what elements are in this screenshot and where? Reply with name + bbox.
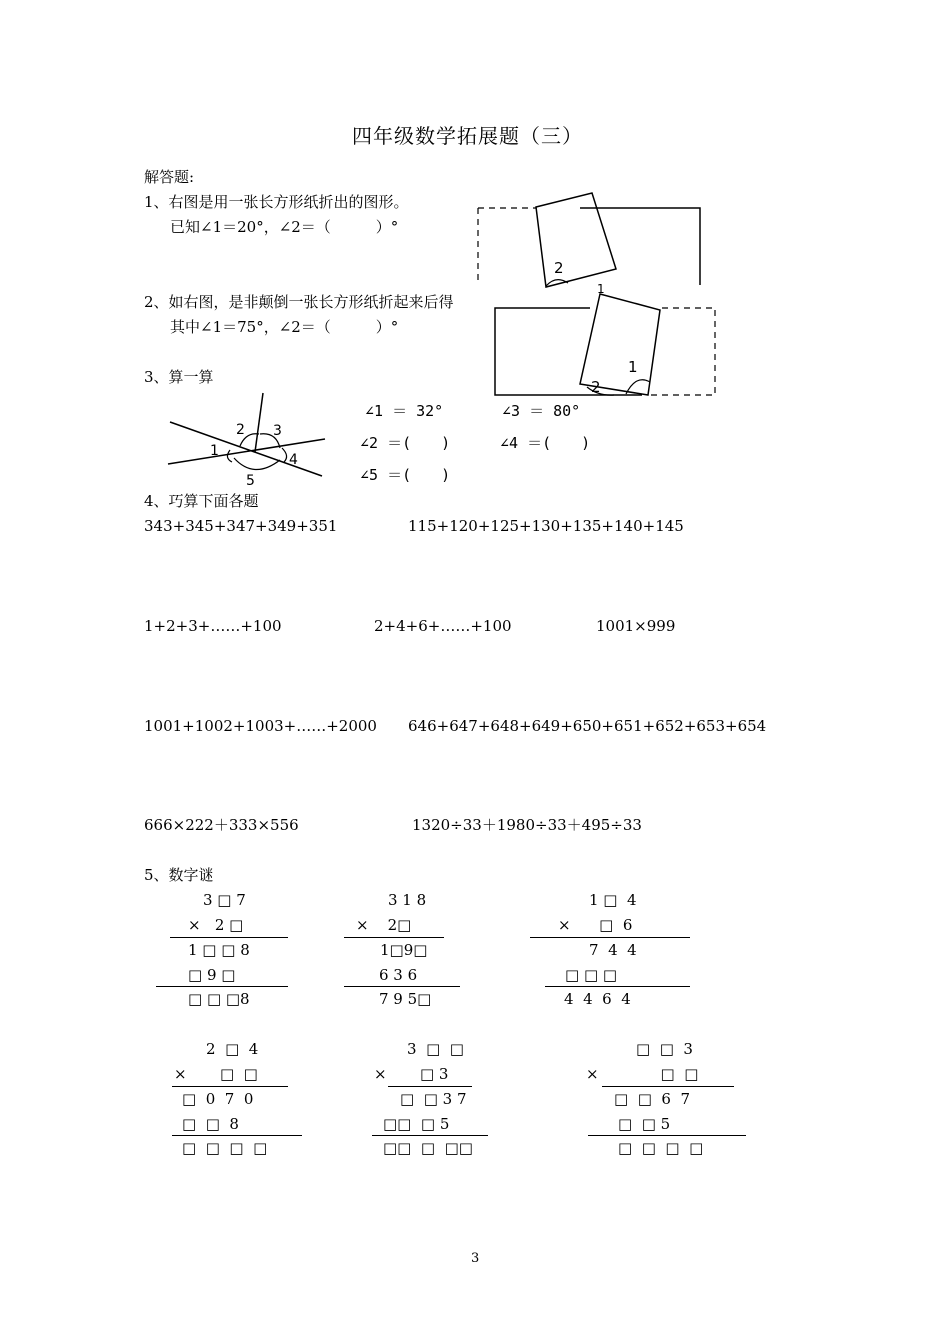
puzzle3-rule2 <box>545 986 690 987</box>
q3-angle5-label: 5 <box>246 473 255 488</box>
q3-given-angle3: ∠3 ＝ 80° <box>502 402 581 420</box>
q1-angle1-label: 1 <box>597 282 605 295</box>
q3-angle3-label: 3 <box>273 423 282 439</box>
q4-item-9: 1320÷33＋1980÷33＋495÷33 <box>412 816 642 834</box>
q2-angle1-label: 1 <box>628 358 638 376</box>
q3-given-angle1: ∠1 ＝ 32° <box>365 402 444 420</box>
puzzle4-rule2 <box>172 1135 302 1136</box>
q5-heading: 5、数字谜 <box>144 866 214 884</box>
puzzle4-row3: □ 0 7 0 <box>182 1090 254 1108</box>
puzzle5-rule1 <box>388 1086 472 1087</box>
puzzle6-rule1 <box>602 1086 734 1087</box>
puzzle6-row3: □ □ 6 7 <box>614 1090 691 1108</box>
puzzle4-row4: □ □ 8 <box>182 1115 239 1133</box>
puzzle3-row1: 1 □ 4 <box>589 891 637 909</box>
section-heading: 解答题: <box>144 168 195 186</box>
puzzle3-rule1 <box>530 937 690 938</box>
puzzle3-row5: 4 4 6 4 <box>564 990 631 1008</box>
q3-ask-angle4: ∠4 ＝( ) <box>500 434 591 452</box>
puzzle3-row4: □ □ □ <box>565 966 618 984</box>
q3-ask-angle5: ∠5 ＝( ) <box>360 466 451 484</box>
page-number: 3 <box>471 1251 480 1266</box>
puzzle1-row5: □ □ □8 <box>188 990 250 1008</box>
q4-item-7: 646+647+648+649+650+651+652+653+654 <box>408 717 767 735</box>
puzzle2-row3: 1□9□ <box>380 941 428 959</box>
puzzle1-rule2 <box>156 986 288 987</box>
q1-line2: 已知∠1＝20°，∠2＝（ ）° <box>170 218 399 236</box>
puzzle5-row2: × □ 3 <box>374 1065 449 1083</box>
q4-item-8: 666×222＋333×556 <box>144 816 299 834</box>
q3-angles-figure <box>160 388 340 488</box>
q3-angle2-label: 2 <box>236 422 245 438</box>
q2-angle2-label: 2 <box>591 378 601 396</box>
puzzle4-row2: × □ □ <box>174 1065 258 1083</box>
q4-item-2: 115+120+125+130+135+140+145 <box>408 517 684 535</box>
q4-item-4: 2+4+6+……+100 <box>374 617 512 635</box>
puzzle6-row1: □ □ 3 <box>636 1040 693 1058</box>
puzzle2-row1: 3 1 8 <box>388 891 427 909</box>
puzzle6-row5: □ □ □ □ <box>618 1139 704 1157</box>
q4-item-3: 1+2+3+……+100 <box>144 617 282 635</box>
q2-fold-figure <box>490 288 720 400</box>
puzzle4-row5: □ □ □ □ <box>182 1139 268 1157</box>
puzzle4-row1: 2 □ 4 <box>206 1040 259 1058</box>
puzzle1-rule1 <box>170 937 288 938</box>
puzzle3-row2: × □ 6 <box>558 916 633 934</box>
q3-ask-angle2: ∠2 ＝( ) <box>360 434 451 452</box>
q3-angle1-label: 1 <box>210 443 219 459</box>
puzzle2-rule1 <box>344 937 444 938</box>
q3-angle4-label: 4 <box>289 452 298 468</box>
puzzle6-row2: × □ □ <box>586 1065 699 1083</box>
q4-item-1: 343+345+347+349+351 <box>144 517 338 535</box>
q3-heading: 3、算一算 <box>144 368 214 386</box>
puzzle5-row4: □□ □ 5 <box>383 1115 450 1133</box>
puzzle5-row3: □ □ 3 7 <box>400 1090 467 1108</box>
puzzle6-row4: □ □ 5 <box>618 1115 671 1133</box>
puzzle2-row2: × 2□ <box>356 916 412 934</box>
q4-item-5: 1001×999 <box>596 617 676 635</box>
puzzle6-rule2 <box>588 1135 746 1136</box>
puzzle5-row5: □□ □ □□ <box>383 1139 473 1157</box>
puzzle5-row1: 3 □ □ <box>407 1040 464 1058</box>
puzzle4-rule1 <box>172 1086 288 1087</box>
q1-fold-figure <box>470 185 710 295</box>
q2-line1: 2、如右图，是非颠倒一张长方形纸折起来后得 <box>144 293 454 311</box>
q4-item-6: 1001+1002+1003+……+2000 <box>144 717 377 735</box>
puzzle1-row3: 1 □ □ 8 <box>188 941 250 959</box>
q1-line1: 1、右图是用一张长方形纸折出的图形。 <box>144 193 409 211</box>
puzzle1-row2: × 2 □ <box>188 916 244 934</box>
puzzle2-row4: 6 3 6 <box>379 966 418 984</box>
page-title: 四年级数学拓展题（三） <box>352 124 583 148</box>
q2-line2: 其中∠1＝75°，∠2＝（ ）° <box>170 318 399 336</box>
q1-angle2-label: 2 <box>554 259 564 277</box>
puzzle1-row1: 3 □ 7 <box>203 891 246 909</box>
puzzle3-row3: 7 4 4 <box>589 941 637 959</box>
puzzle2-rule2 <box>344 986 460 987</box>
q4-heading: 4、巧算下面各题 <box>144 492 259 510</box>
puzzle2-row5: 7 9 5□ <box>379 990 432 1008</box>
puzzle5-rule2 <box>372 1135 488 1136</box>
puzzle1-row4: □ 9 □ <box>188 966 236 984</box>
